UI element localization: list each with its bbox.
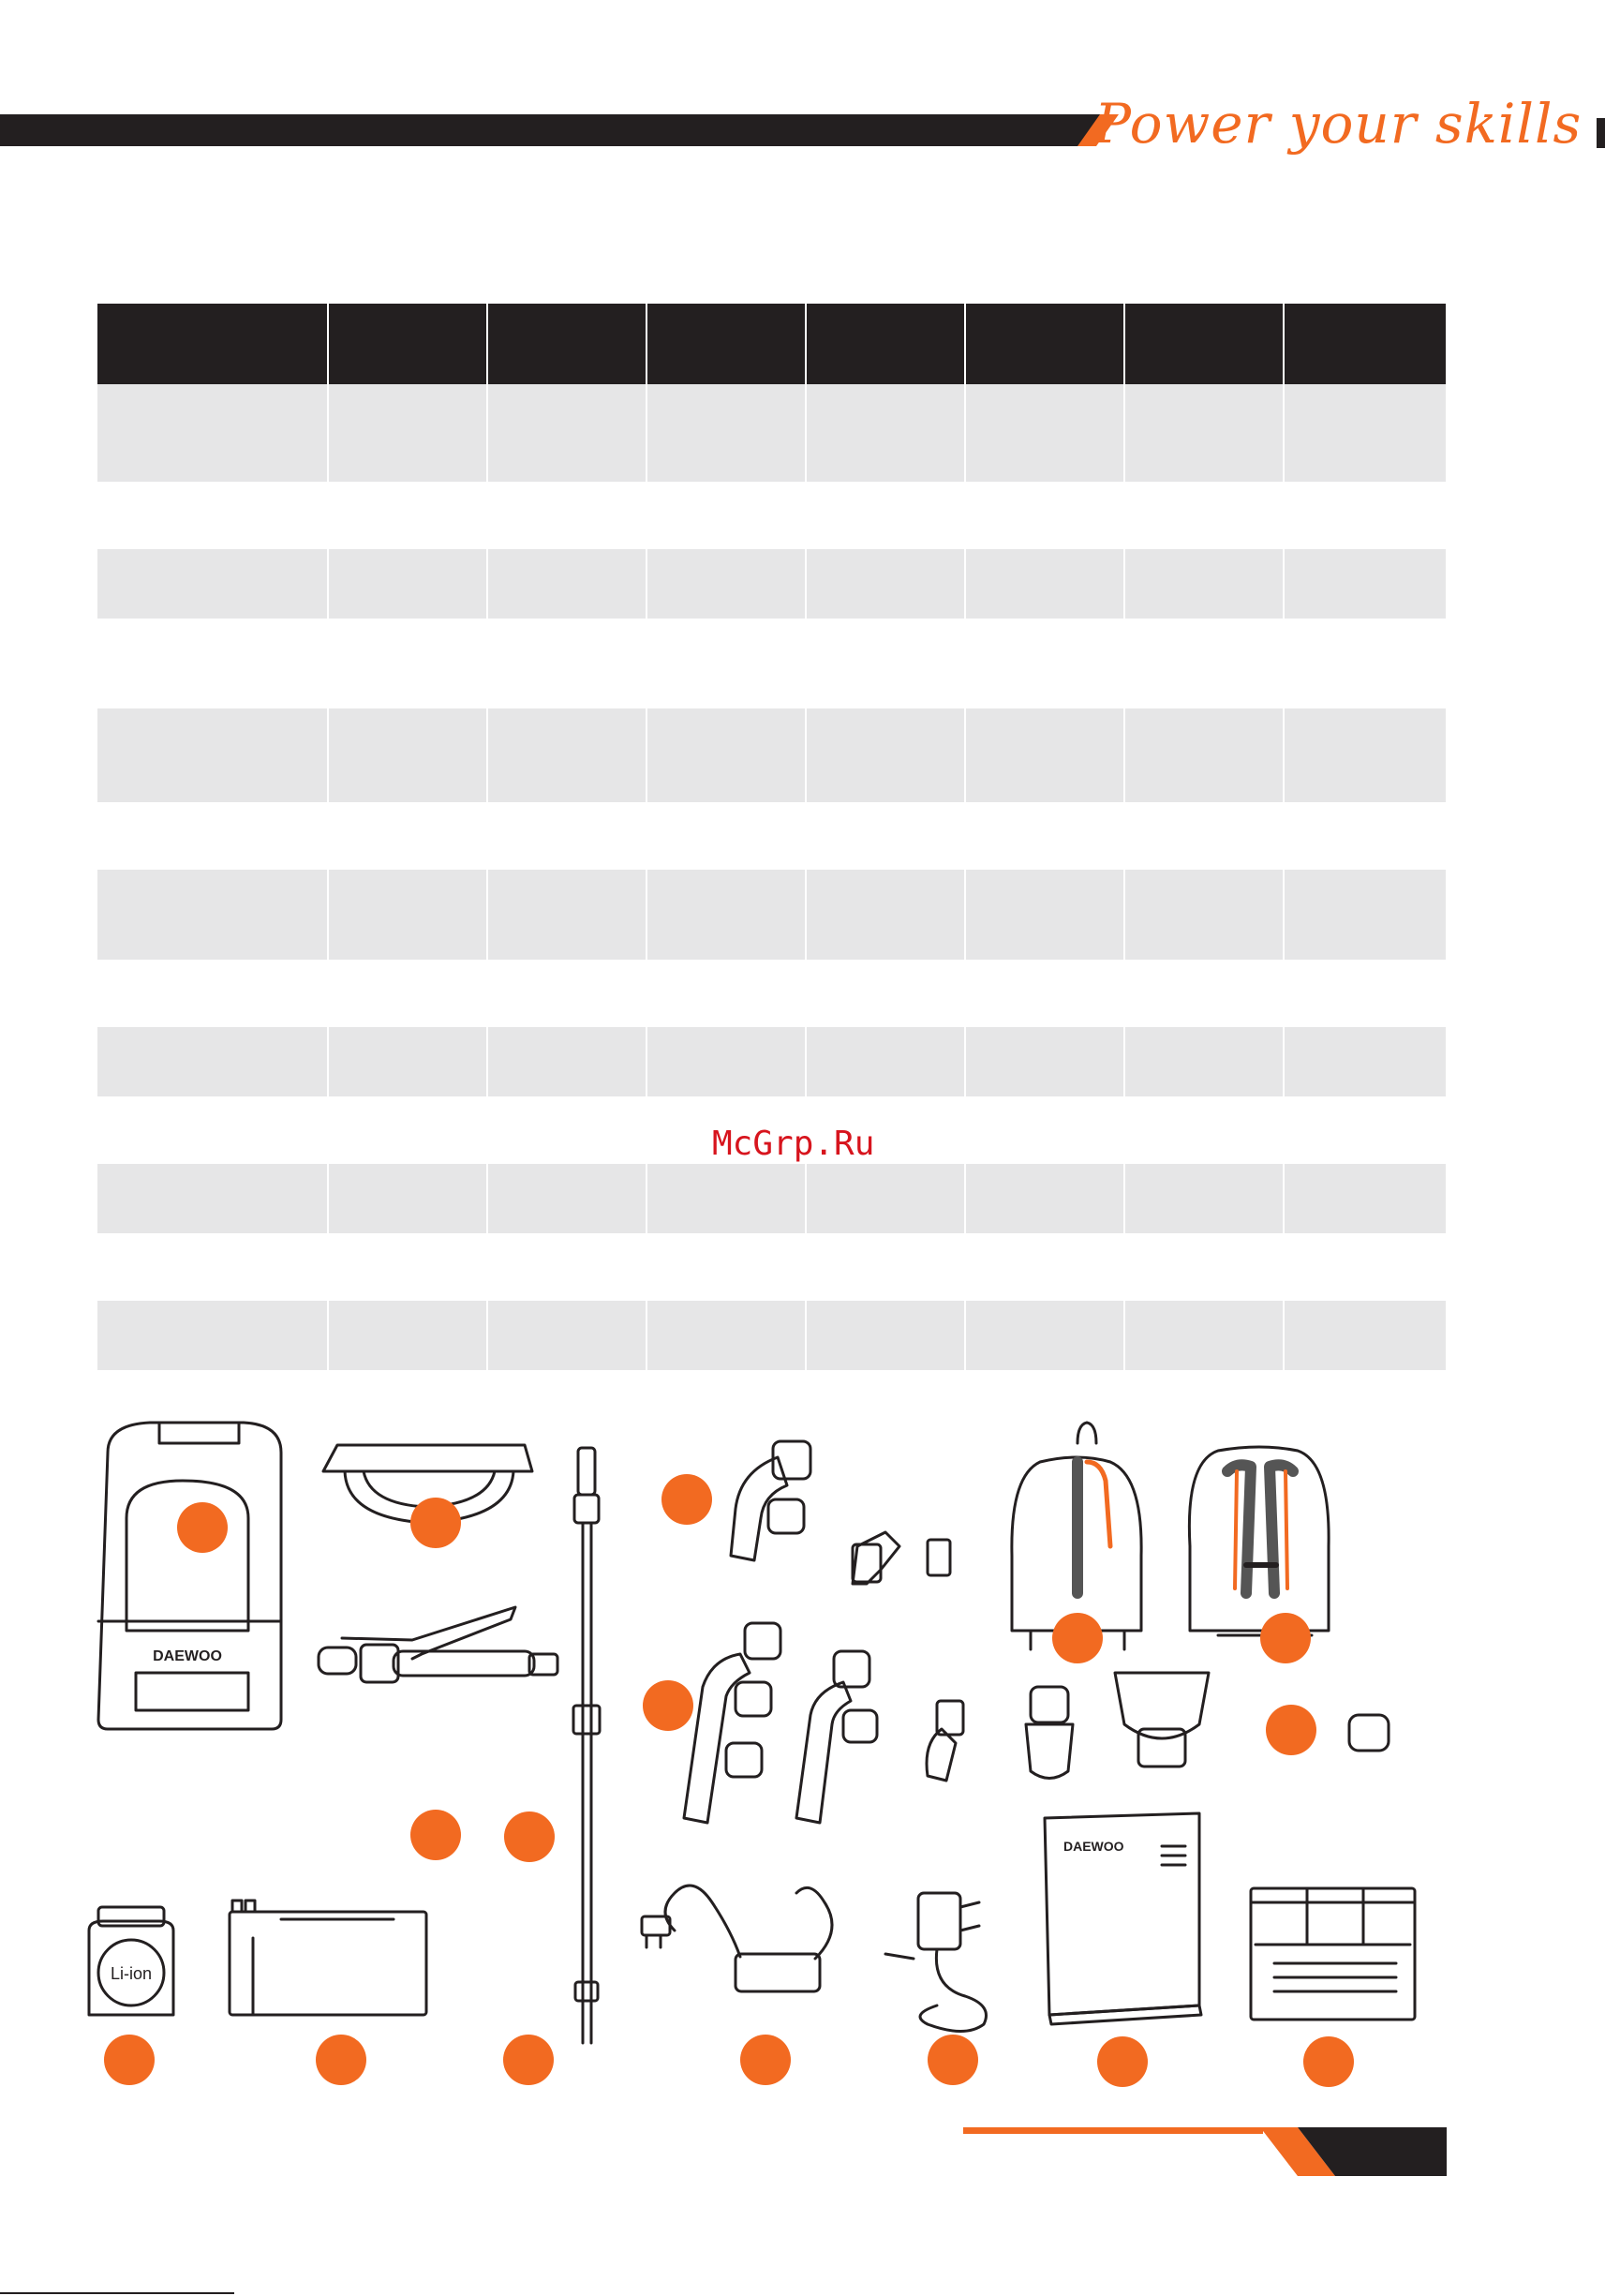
spec-cell — [1124, 482, 1284, 549]
spec-cell — [328, 708, 487, 802]
spec-cell — [328, 1096, 487, 1164]
spec-cell — [97, 802, 328, 870]
spec-cell — [1284, 384, 1447, 482]
spec-cell — [806, 1301, 965, 1370]
spec-cell — [487, 1096, 646, 1164]
spec-cell — [1284, 482, 1447, 549]
header-cell — [806, 304, 965, 384]
spec-cell — [806, 384, 965, 482]
spec-cell — [1284, 802, 1447, 870]
spec-cell — [1284, 1096, 1447, 1164]
spec-cell — [965, 1164, 1124, 1233]
spec-cell — [1284, 1301, 1447, 1370]
spec-cell — [328, 870, 487, 960]
sprayer-handle-drawing — [319, 1607, 557, 1682]
spec-cell — [1124, 708, 1284, 802]
spec-cell — [965, 482, 1124, 549]
spec-cell — [806, 482, 965, 549]
spec-row — [97, 1027, 1447, 1096]
spec-cell — [1124, 384, 1284, 482]
spec-cell — [1284, 870, 1447, 960]
spec-cell — [1284, 1164, 1447, 1233]
spec-cell — [328, 802, 487, 870]
spec-cell — [806, 960, 965, 1027]
spec-row — [97, 619, 1447, 708]
header-cell — [487, 304, 646, 384]
spec-cell — [965, 708, 1124, 802]
marker-power-adapter — [928, 2035, 978, 2085]
spec-cell — [1124, 549, 1284, 619]
spec-cell — [1124, 1301, 1284, 1370]
spec-cell — [487, 549, 646, 619]
spec-cell — [328, 549, 487, 619]
spec-cell — [1124, 960, 1284, 1027]
header-right-tab — [1597, 118, 1605, 148]
header-cell — [646, 304, 806, 384]
spec-cell — [1124, 1164, 1284, 1233]
spec-cell — [646, 870, 806, 960]
spec-cell — [965, 802, 1124, 870]
spec-cell — [965, 960, 1124, 1027]
spec-cell — [646, 802, 806, 870]
spec-cell — [965, 549, 1124, 619]
spec-cell — [806, 1027, 965, 1096]
spec-cell — [965, 870, 1124, 960]
nozzle-set-1-drawing — [731, 1441, 950, 1584]
bottom-rule — [0, 2292, 234, 2294]
spec-cell — [97, 1301, 328, 1370]
spec-row — [97, 960, 1447, 1027]
spec-cell — [487, 1233, 646, 1301]
spec-cell — [646, 1027, 806, 1096]
marker-lead-acid-battery — [316, 2035, 366, 2085]
spec-cell — [1284, 1027, 1447, 1096]
marker-nozzle-set-2 — [643, 1680, 693, 1731]
spec-row — [97, 384, 1447, 482]
filter-drawing — [1026, 1673, 1389, 1779]
header-cell — [965, 304, 1124, 384]
footer-bar — [0, 2118, 1605, 2193]
spec-cell — [328, 960, 487, 1027]
spec-row — [97, 1233, 1447, 1301]
spec-cell — [806, 802, 965, 870]
spec-cell — [646, 619, 806, 708]
spec-cell — [1284, 1233, 1447, 1301]
nozzle-set-2-drawing — [684, 1623, 963, 1823]
spec-cell — [1284, 960, 1447, 1027]
lead-acid-battery-drawing — [230, 1901, 426, 2015]
spec-cell — [646, 1233, 806, 1301]
marker-li-ion-battery — [104, 2035, 155, 2085]
spec-cell — [487, 870, 646, 960]
spec-cell — [487, 960, 646, 1027]
spec-cell — [1284, 549, 1447, 619]
spec-cell — [1124, 870, 1284, 960]
tank-drawing — [98, 1423, 281, 1729]
warranty-card-drawing — [1251, 1888, 1415, 2020]
marker-tank — [177, 1502, 228, 1553]
marker-nozzle-set-1 — [661, 1474, 712, 1525]
manual-brand-label: DAEWOO — [1063, 1839, 1124, 1854]
spec-cell — [97, 482, 328, 549]
spec-cell — [806, 1164, 965, 1233]
spec-row — [97, 870, 1447, 960]
spec-table-body — [97, 384, 1447, 1370]
spec-cell — [97, 549, 328, 619]
spec-cell — [965, 1027, 1124, 1096]
header-cell — [1124, 304, 1284, 384]
spec-cell — [965, 384, 1124, 482]
marker-backpack-harness — [1260, 1613, 1311, 1663]
marker-charger — [740, 2035, 791, 2085]
spec-row — [97, 549, 1447, 619]
spec-cell — [97, 384, 328, 482]
spec-row — [97, 482, 1447, 549]
marker-lance — [504, 1811, 555, 1862]
parts-illustration — [0, 1406, 1605, 2099]
spec-cell — [965, 1096, 1124, 1164]
part-markers — [104, 1474, 1354, 2087]
spec-cell — [328, 1301, 487, 1370]
backpack-harness-drawing — [1189, 1447, 1329, 1635]
spec-cell — [806, 708, 965, 802]
spec-cell — [97, 960, 328, 1027]
charger-drawing — [642, 1886, 832, 1991]
spec-cell — [646, 549, 806, 619]
spec-table-header — [97, 304, 1447, 384]
spec-cell — [487, 482, 646, 549]
spec-cell — [806, 549, 965, 619]
spec-row — [97, 1301, 1447, 1370]
slogan: Power your skills — [1094, 92, 1583, 156]
spec-table — [97, 304, 1448, 1370]
lance-drawing — [573, 1448, 600, 2043]
spec-cell — [487, 619, 646, 708]
spec-cell — [328, 482, 487, 549]
page-number — [1387, 2137, 1439, 2174]
spec-cell — [646, 384, 806, 482]
spec-cell — [1124, 1096, 1284, 1164]
marker-lid — [410, 1498, 461, 1548]
spec-cell — [806, 1233, 965, 1301]
spec-cell — [965, 619, 1124, 708]
header-cell — [97, 304, 328, 384]
spec-cell — [1124, 1027, 1284, 1096]
marker-shoulder-strap — [1052, 1613, 1103, 1663]
spec-cell — [1284, 619, 1447, 708]
marker-sprayer-handle — [410, 1810, 461, 1860]
spec-cell — [1124, 619, 1284, 708]
spec-cell — [806, 619, 965, 708]
spec-cell — [487, 708, 646, 802]
spec-cell — [806, 870, 965, 960]
spec-cell — [965, 1301, 1124, 1370]
spec-cell — [487, 802, 646, 870]
footer-orange-line — [963, 2127, 1263, 2134]
spec-cell — [646, 1301, 806, 1370]
header-cell — [328, 304, 487, 384]
marker-extension-rod — [503, 2035, 554, 2085]
spec-cell — [487, 1301, 646, 1370]
spec-cell — [487, 1027, 646, 1096]
spec-cell — [328, 384, 487, 482]
spec-cell — [646, 1164, 806, 1233]
spec-row — [97, 1164, 1447, 1233]
spec-cell — [97, 870, 328, 960]
tank-brand-label: DAEWOO — [153, 1648, 222, 1664]
spec-cell — [328, 1027, 487, 1096]
spec-cell — [646, 960, 806, 1027]
spec-cell — [646, 482, 806, 549]
spec-cell — [97, 708, 328, 802]
spec-cell — [487, 1164, 646, 1233]
spec-row — [97, 708, 1447, 802]
battery-label: Li-ion — [111, 1964, 153, 1983]
header-black-bar — [0, 114, 1117, 146]
spec-cell — [328, 619, 487, 708]
spec-row — [97, 802, 1447, 870]
spec-cell — [965, 1233, 1124, 1301]
spec-cell — [487, 384, 646, 482]
spec-cell — [1284, 708, 1447, 802]
spec-cell — [97, 619, 328, 708]
li-ion-battery-drawing — [89, 1907, 173, 2015]
marker-user-manual — [1097, 2036, 1148, 2087]
marker-warranty-card — [1303, 2036, 1354, 2087]
spec-cell — [97, 1233, 328, 1301]
spec-cell — [1124, 802, 1284, 870]
header-cell — [1284, 304, 1447, 384]
watermark: McGrp.Ru — [712, 1125, 875, 1163]
spec-cell — [97, 1096, 328, 1164]
spec-cell — [328, 1233, 487, 1301]
power-adapter-drawing — [885, 1893, 987, 2032]
spec-cell — [328, 1164, 487, 1233]
user-manual-drawing — [1045, 1813, 1201, 2024]
spec-cell — [1124, 1233, 1284, 1301]
marker-filter — [1266, 1705, 1316, 1755]
header-row — [97, 304, 1447, 384]
spec-cell — [97, 1027, 328, 1096]
spec-cell — [646, 708, 806, 802]
spec-cell — [97, 1164, 328, 1233]
